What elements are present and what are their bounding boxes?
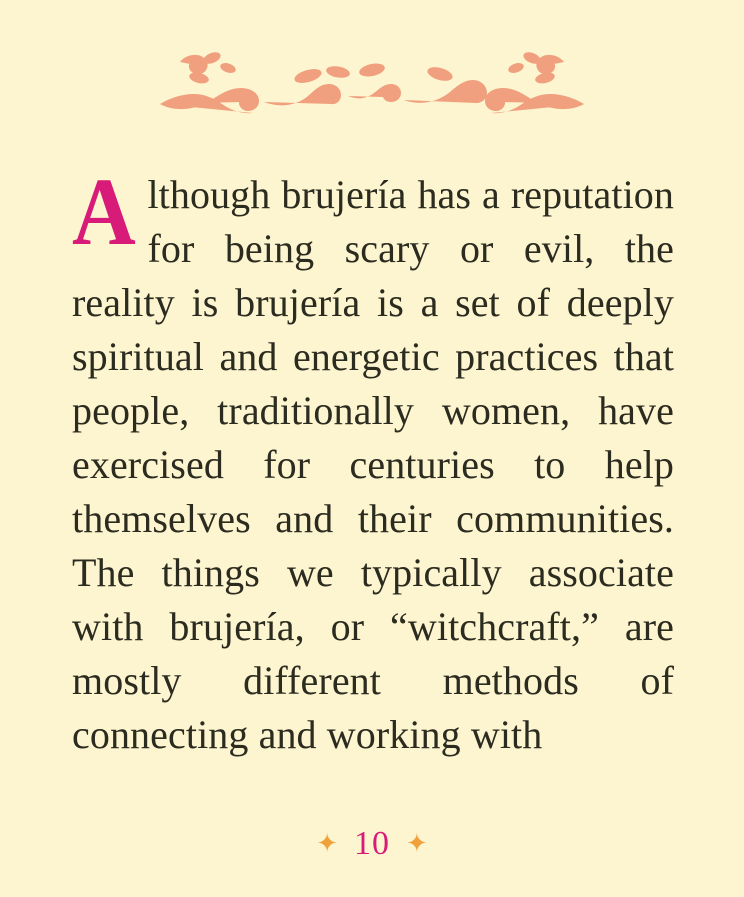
sparkle-icon-right: ✦ — [406, 829, 428, 858]
page-number: 10 — [354, 825, 390, 862]
floral-flourish-ornament — [0, 48, 744, 118]
body-paragraph — [72, 158, 674, 762]
drop-cap-letter: A — [72, 158, 136, 265]
sparkle-icon-left: ✦ — [316, 829, 338, 858]
page-body — [72, 158, 674, 762]
paragraph-text: lthough brujería has a reputation for being scary or evil, the reality is brujería is a set of deeply spiritual and energetic practices that people, traditionally women, have exercised for centuries to help themselves and their communities. The things we typically associate with brujería, or “witchcraft,” are mostly different methods of connecting and working with — [72, 172, 674, 757]
page-footer — [0, 825, 744, 863]
